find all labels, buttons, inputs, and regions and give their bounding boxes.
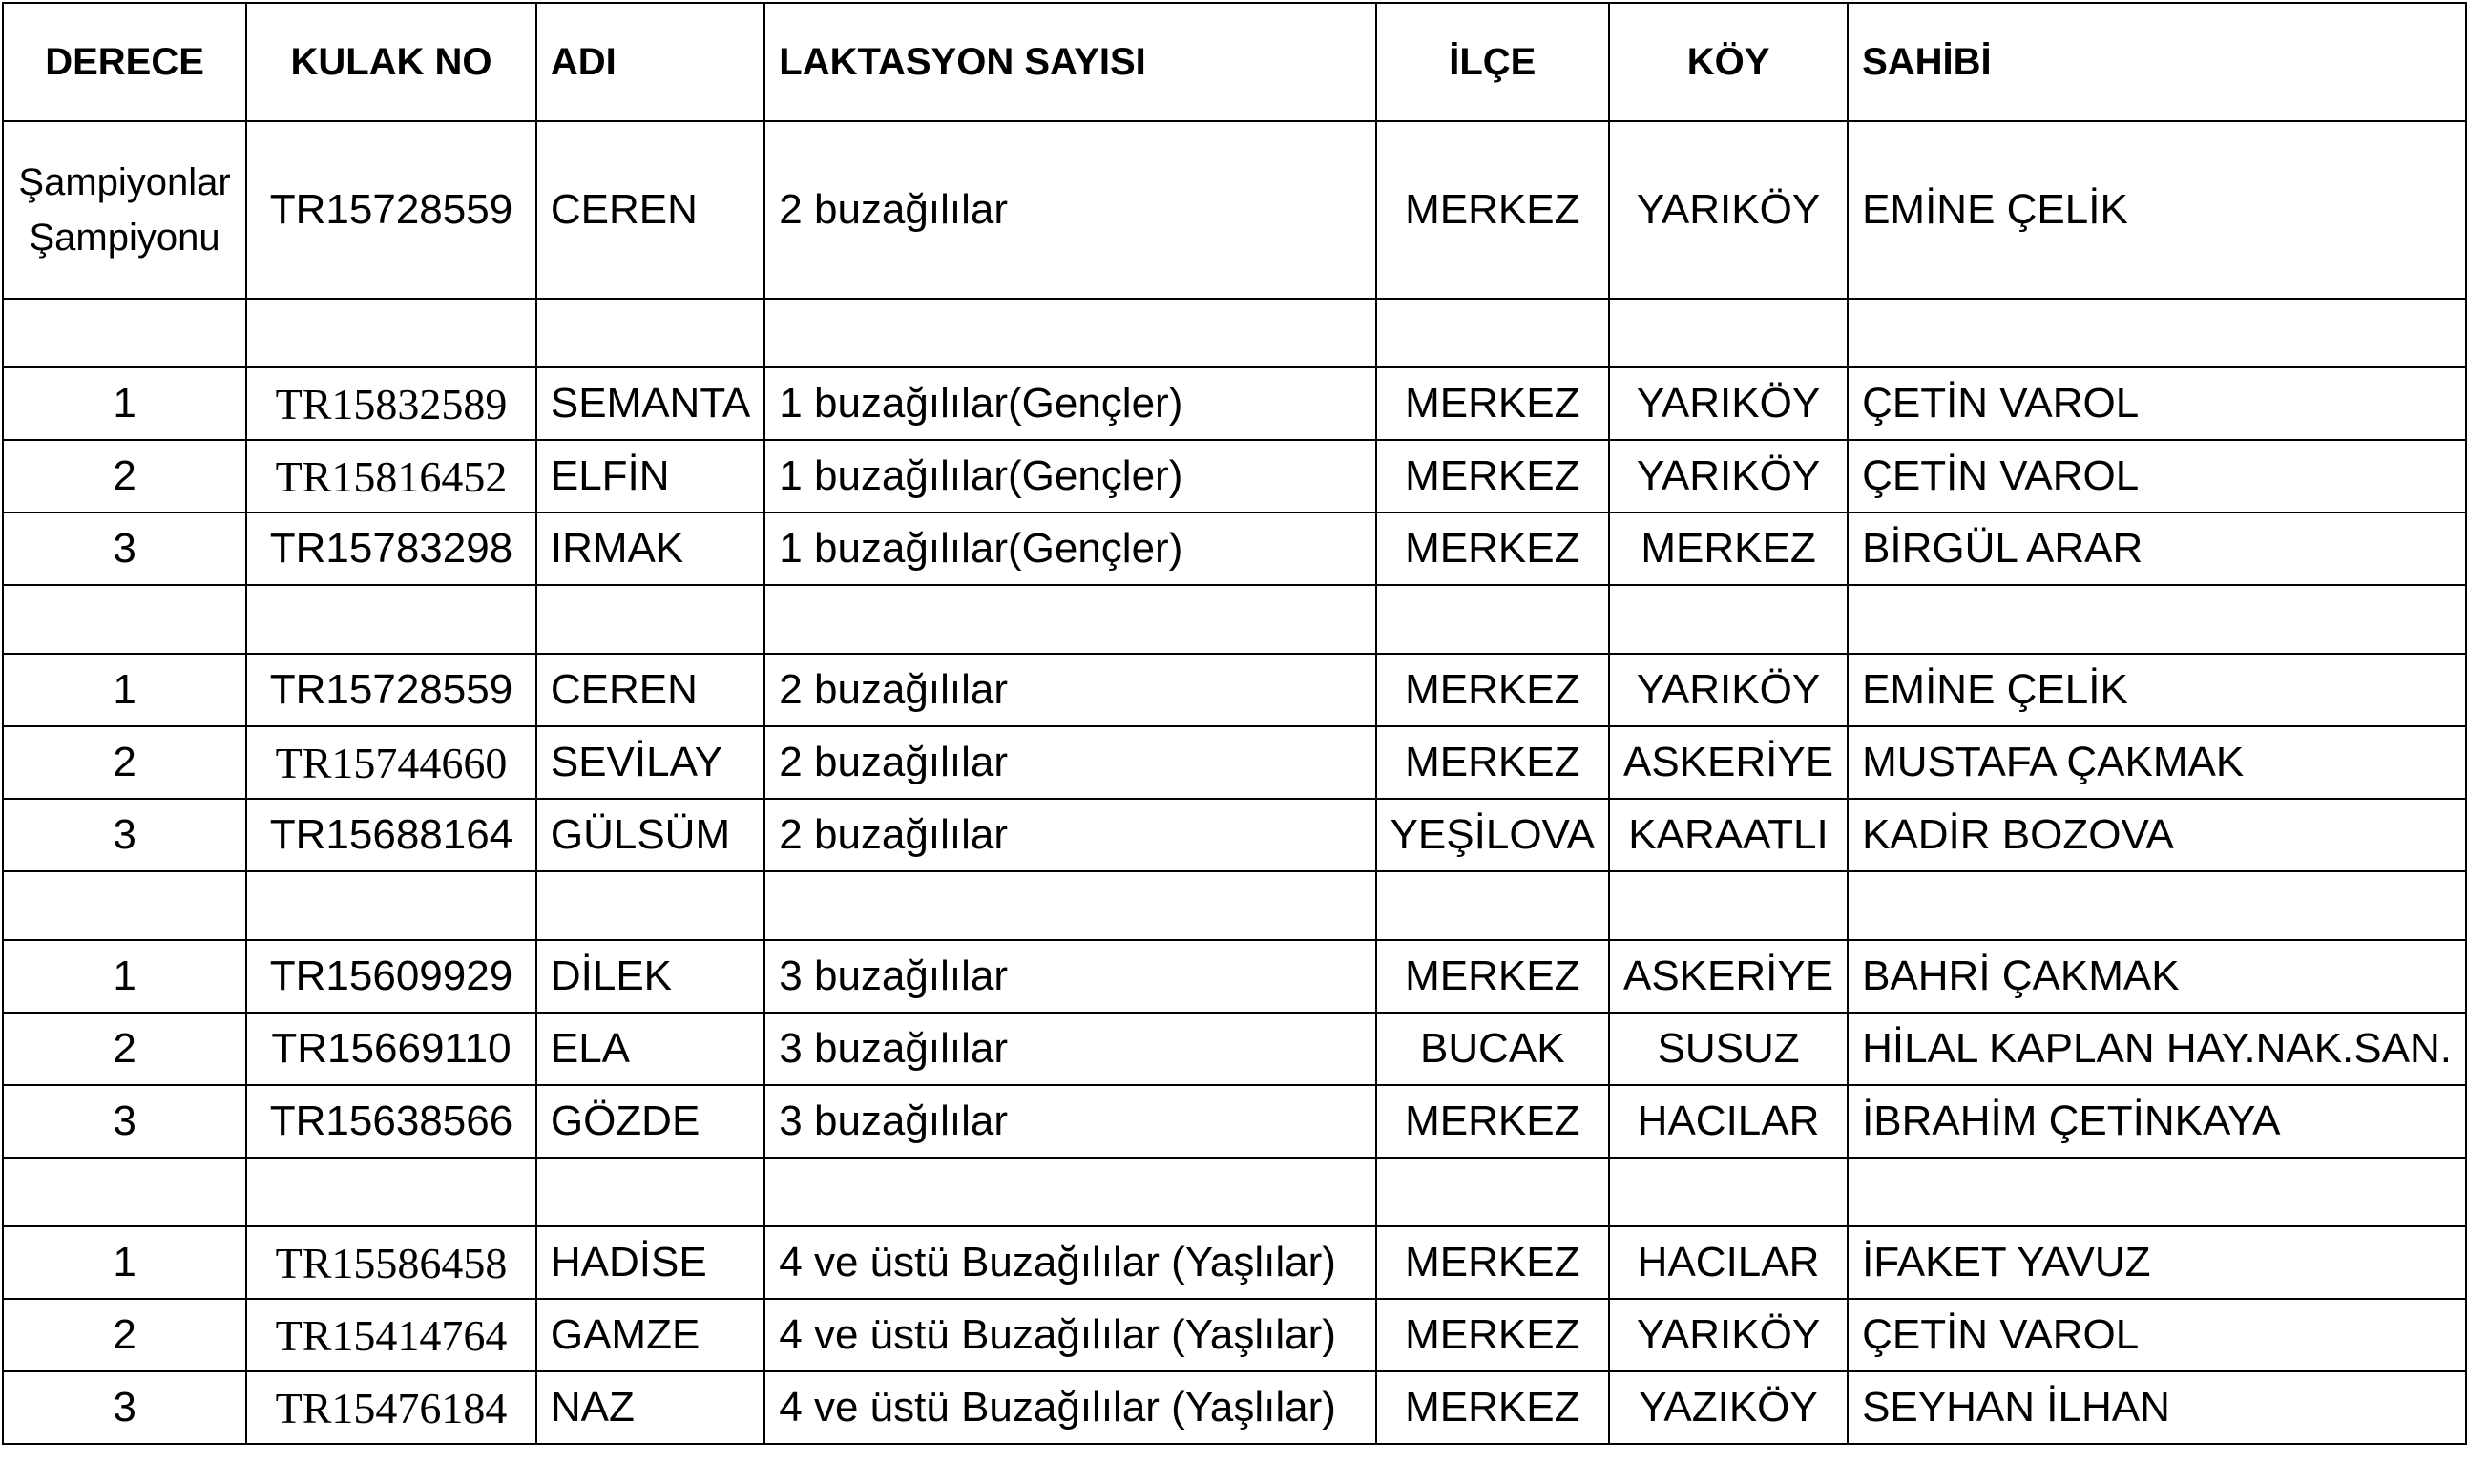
champion-sahibi: EMİNE ÇELİK [1848, 121, 2466, 299]
adi-cell: IRMAK [536, 512, 764, 585]
table-row [3, 1299, 2466, 1371]
koy-cell: KARAATLI [1609, 799, 1848, 871]
laktasyon-cell: 4 ve üstü Buzağılılar (Yaşlılar) [764, 1226, 1375, 1299]
header-koy: KÖY [1609, 3, 1848, 121]
laktasyon-cell: 1 buzağılılar(Gençler) [764, 440, 1375, 512]
table-row [3, 799, 2466, 871]
laktasyon-cell: 2 buzağılılar [764, 654, 1375, 726]
sahibi-cell: ÇETİN VAROL [1848, 367, 2466, 440]
derece-cell: 3 [3, 512, 246, 585]
laktasyon-cell: 3 buzağılılar [764, 1013, 1375, 1085]
kulak-no-cell: TR15688164 [246, 799, 536, 871]
table-row [3, 440, 2466, 512]
koy-cell: YARIKÖY [1609, 367, 1848, 440]
table-row [3, 367, 2466, 440]
kulak-no-cell: TR15414764 [246, 1299, 536, 1371]
ilce-cell: YEŞİLOVA [1376, 799, 1609, 871]
sahibi-cell: İFAKET YAVUZ [1848, 1226, 2466, 1299]
adi-cell: CEREN [536, 654, 764, 726]
derece-cell: 3 [3, 1371, 246, 1444]
results-table [2, 2, 2467, 1445]
kulak-no-cell: TR15832589 [246, 367, 536, 440]
header-laktasyon: LAKTASYON SAYISI [764, 3, 1375, 121]
kulak-no-cell: TR15638566 [246, 1085, 536, 1158]
ilce-cell: MERKEZ [1376, 1371, 1609, 1444]
sahibi-cell: BAHRİ ÇAKMAK [1848, 940, 2466, 1013]
koy-cell: HACILAR [1609, 1085, 1848, 1158]
table-row [3, 512, 2466, 585]
kulak-no-cell: TR15476184 [246, 1371, 536, 1444]
champion-label-line2: Şampiyonu [29, 217, 220, 259]
champion-row [3, 121, 2466, 299]
champion-ilce: MERKEZ [1376, 121, 1609, 299]
header-sahibi: SAHİBİ [1848, 3, 2466, 121]
champion-laktasyon: 2 buzağılılar [764, 121, 1375, 299]
koy-cell: ASKERİYE [1609, 726, 1848, 799]
kulak-no-cell: TR15586458 [246, 1226, 536, 1299]
adi-cell: HADİSE [536, 1226, 764, 1299]
laktasyon-cell: 1 buzağılılar(Gençler) [764, 367, 1375, 440]
koy-cell: YARIKÖY [1609, 654, 1848, 726]
header-row [3, 3, 2466, 121]
derece-cell: 2 [3, 440, 246, 512]
champion-adi: CEREN [536, 121, 764, 299]
koy-cell: YARIKÖY [1609, 440, 1848, 512]
koy-cell: YARIKÖY [1609, 1299, 1848, 1371]
adi-cell: GÜLSÜM [536, 799, 764, 871]
header-kulak-no: KULAK NO [246, 3, 536, 121]
sahibi-cell: İBRAHİM ÇETİNKAYA [1848, 1085, 2466, 1158]
ilce-cell: MERKEZ [1376, 1085, 1609, 1158]
sahibi-cell: HİLAL KAPLAN HAY.NAK.SAN. [1848, 1013, 2466, 1085]
derece-cell: 3 [3, 799, 246, 871]
laktasyon-cell: 1 buzağılılar(Gençler) [764, 512, 1375, 585]
derece-cell: 1 [3, 1226, 246, 1299]
adi-cell: DİLEK [536, 940, 764, 1013]
laktasyon-cell: 3 buzağılılar [764, 940, 1375, 1013]
table-row [3, 1226, 2466, 1299]
kulak-no-cell: TR15783298 [246, 512, 536, 585]
sahibi-cell: EMİNE ÇELİK [1848, 654, 2466, 726]
header-ilce: İLÇE [1376, 3, 1609, 121]
sahibi-cell: ÇETİN VAROL [1848, 1299, 2466, 1371]
table-row [3, 1013, 2466, 1085]
ilce-cell: MERKEZ [1376, 1226, 1609, 1299]
ilce-cell: MERKEZ [1376, 440, 1609, 512]
header-adi: ADI [536, 3, 764, 121]
laktasyon-cell: 2 buzağılılar [764, 726, 1375, 799]
sahibi-cell: MUSTAFA ÇAKMAK [1848, 726, 2466, 799]
header-derece: DERECE [3, 3, 246, 121]
spacer-row [3, 1158, 2466, 1226]
table-row [3, 726, 2466, 799]
derece-cell: 2 [3, 1299, 246, 1371]
adi-cell: GÖZDE [536, 1085, 764, 1158]
koy-cell: HACILAR [1609, 1226, 1848, 1299]
koy-cell: MERKEZ [1609, 512, 1848, 585]
ilce-cell: MERKEZ [1376, 367, 1609, 440]
laktasyon-cell: 4 ve üstü Buzağılılar (Yaşlılar) [764, 1299, 1375, 1371]
ilce-cell: MERKEZ [1376, 726, 1609, 799]
adi-cell: ELFİN [536, 440, 764, 512]
champion-koy: YARIKÖY [1609, 121, 1848, 299]
laktasyon-cell: 4 ve üstü Buzağılılar (Yaşlılar) [764, 1371, 1375, 1444]
adi-cell: SEVİLAY [536, 726, 764, 799]
table-row [3, 940, 2466, 1013]
koy-cell: YAZIKÖY [1609, 1371, 1848, 1444]
kulak-no-cell: TR15744660 [246, 726, 536, 799]
champion-derece-cell [3, 121, 246, 299]
sahibi-cell: BİRGÜL ARAR [1848, 512, 2466, 585]
adi-cell: NAZ [536, 1371, 764, 1444]
kulak-no-cell: TR15728559 [246, 654, 536, 726]
sahibi-cell: KADİR BOZOVA [1848, 799, 2466, 871]
derece-cell: 3 [3, 1085, 246, 1158]
ilce-cell: BUCAK [1376, 1013, 1609, 1085]
adi-cell: ELA [536, 1013, 764, 1085]
spacer-row [3, 299, 2466, 367]
derece-cell: 2 [3, 726, 246, 799]
table-row [3, 1085, 2466, 1158]
laktasyon-cell: 2 buzağılılar [764, 799, 1375, 871]
kulak-no-cell: TR15609929 [246, 940, 536, 1013]
derece-cell: 1 [3, 367, 246, 440]
spacer-row [3, 585, 2466, 654]
kulak-no-cell: TR15816452 [246, 440, 536, 512]
ilce-cell: MERKEZ [1376, 940, 1609, 1013]
sahibi-cell: ÇETİN VAROL [1848, 440, 2466, 512]
table-row [3, 654, 2466, 726]
koy-cell: SUSUZ [1609, 1013, 1848, 1085]
champion-label-line1: Şampiyonlar [18, 161, 231, 203]
koy-cell: ASKERİYE [1609, 940, 1848, 1013]
champion-kulak-no: TR15728559 [246, 121, 536, 299]
adi-cell: SEMANTA [536, 367, 764, 440]
ilce-cell: MERKEZ [1376, 1299, 1609, 1371]
derece-cell: 1 [3, 940, 246, 1013]
derece-cell: 2 [3, 1013, 246, 1085]
ilce-cell: MERKEZ [1376, 512, 1609, 585]
adi-cell: GAMZE [536, 1299, 764, 1371]
laktasyon-cell: 3 buzağılılar [764, 1085, 1375, 1158]
table-row [3, 1371, 2466, 1444]
derece-cell: 1 [3, 654, 246, 726]
spacer-row [3, 871, 2466, 940]
kulak-no-cell: TR15669110 [246, 1013, 536, 1085]
sahibi-cell: SEYHAN İLHAN [1848, 1371, 2466, 1444]
ilce-cell: MERKEZ [1376, 654, 1609, 726]
